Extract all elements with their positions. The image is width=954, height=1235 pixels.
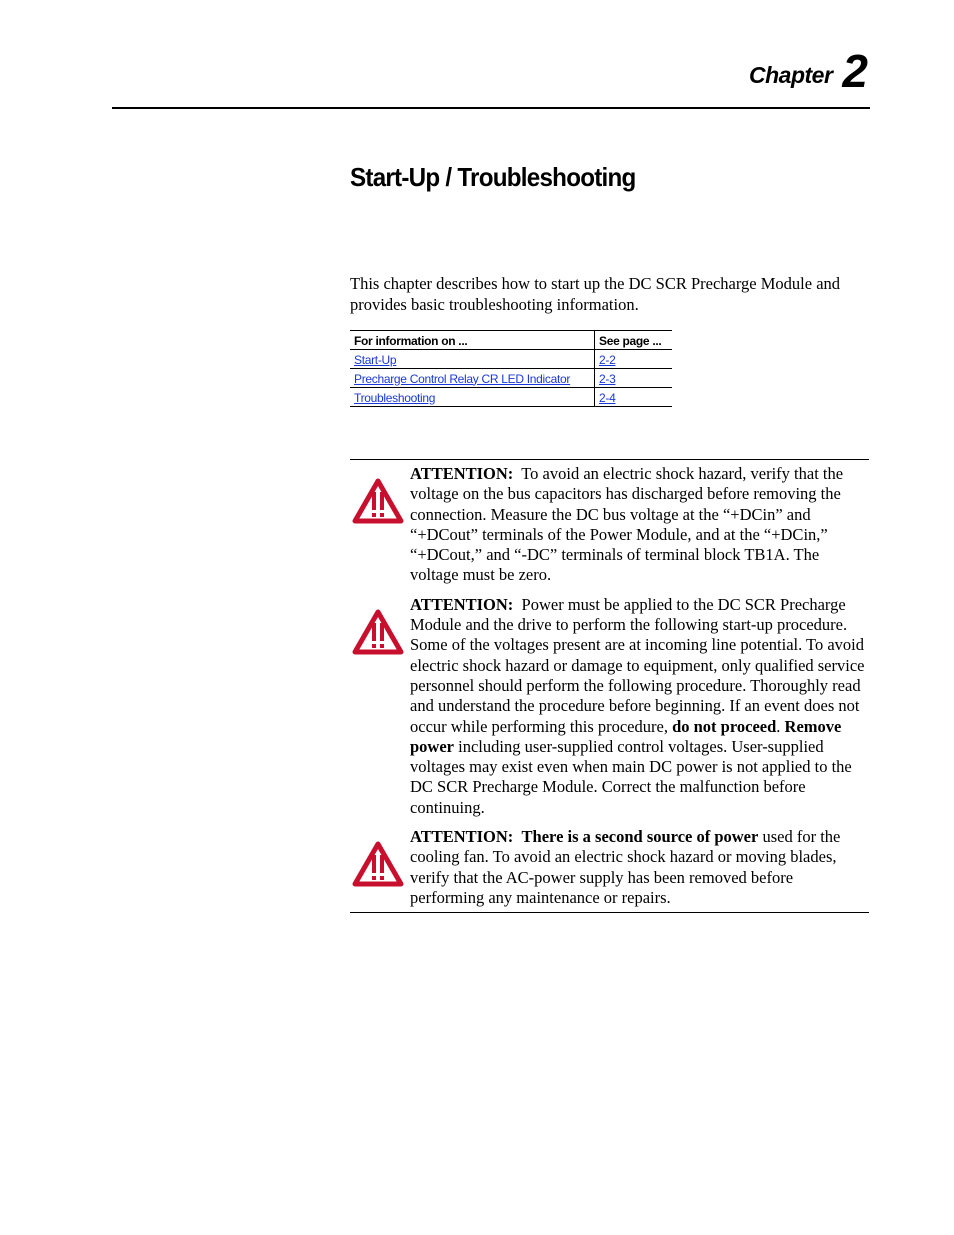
toc-col-page: See page ...: [595, 331, 673, 350]
attention-notice: [350, 595, 869, 818]
table-row: [350, 369, 672, 388]
attention-body: used for the cooling fan. To avoid an electric shock hazard or moving blades, verify that the AC-power supply has been removed before performing any maintenance or repairs.: [410, 827, 841, 907]
table-row: [350, 388, 672, 407]
toc-page-link[interactable]: 2-2: [599, 352, 616, 367]
header-rule: [112, 107, 870, 109]
chapter-number: 2: [842, 45, 868, 97]
table-row: [350, 350, 672, 369]
attention-body: Power must be applied to the DC SCR Precharge Module and the drive to perform the following start-up procedure. Some of the voltages present are at incoming line potential. To avoid electric shock hazard or damage to equipment, only qualified service personnel should perform the following procedure. Thoroughly read and understand the procedure before beginning. If an event does not occur while performing this procedure,: [410, 594, 865, 736]
warning-triangle-icon: [350, 827, 410, 887]
toc-link-start-up[interactable]: Start-Up: [354, 352, 397, 367]
chapter-label: Chapter: [749, 62, 833, 88]
attention-text: [410, 827, 869, 908]
toc-link-troubleshooting[interactable]: Troubleshooting: [354, 390, 436, 405]
page-title: Start-Up / Troubleshooting: [350, 162, 636, 192]
attention-body: To avoid an electric shock hazard, verify that the voltage on the bus capacitors has discharged before removing the connection. Measure the DC bus voltage at the “+DCin” and “+DCout” terminals of the Power Module, and at the “+DCin,” “+DCout,” and “-DC” terminals of terminal block TB1A. The voltage must be zero.: [410, 464, 844, 585]
attention-notice: [350, 464, 869, 586]
attention-emphasis: do not proceed: [672, 716, 777, 736]
attention-label: ATTENTION:: [410, 827, 514, 847]
toc-page-link[interactable]: 2-4: [599, 390, 616, 405]
attention-text: [410, 464, 869, 586]
attention-sep: .: [776, 716, 781, 736]
toc-col-topic: For information on ...: [350, 331, 595, 350]
attention-emphasis: There is a second source of power: [521, 827, 759, 847]
toc-page-link[interactable]: 2-3: [599, 371, 616, 386]
attention-emphasis: Remove power: [410, 716, 842, 756]
attention-box: [350, 459, 869, 913]
attention-notice: [350, 827, 869, 908]
attention-text: [410, 595, 869, 818]
toc-header-row: [350, 331, 672, 350]
chapter-header: [749, 45, 868, 97]
toc-table: [350, 330, 672, 407]
attention-label: ATTENTION:: [410, 594, 514, 614]
toc-link-led-indicator[interactable]: Precharge Control Relay CR LED Indicator: [354, 371, 571, 386]
warning-triangle-icon: [350, 595, 410, 655]
intro-paragraph: This chapter describes how to start up the DC SCR Precharge Module and provides basic troubleshooting information.: [350, 274, 841, 314]
warning-triangle-icon: [350, 464, 410, 524]
attention-body: including user-supplied control voltages. User-supplied voltages may exist even when main DC power is not applied to the DC SCR Precharge Module. Correct the malfunction before continuing.: [410, 736, 852, 817]
attention-label: ATTENTION:: [410, 464, 514, 483]
